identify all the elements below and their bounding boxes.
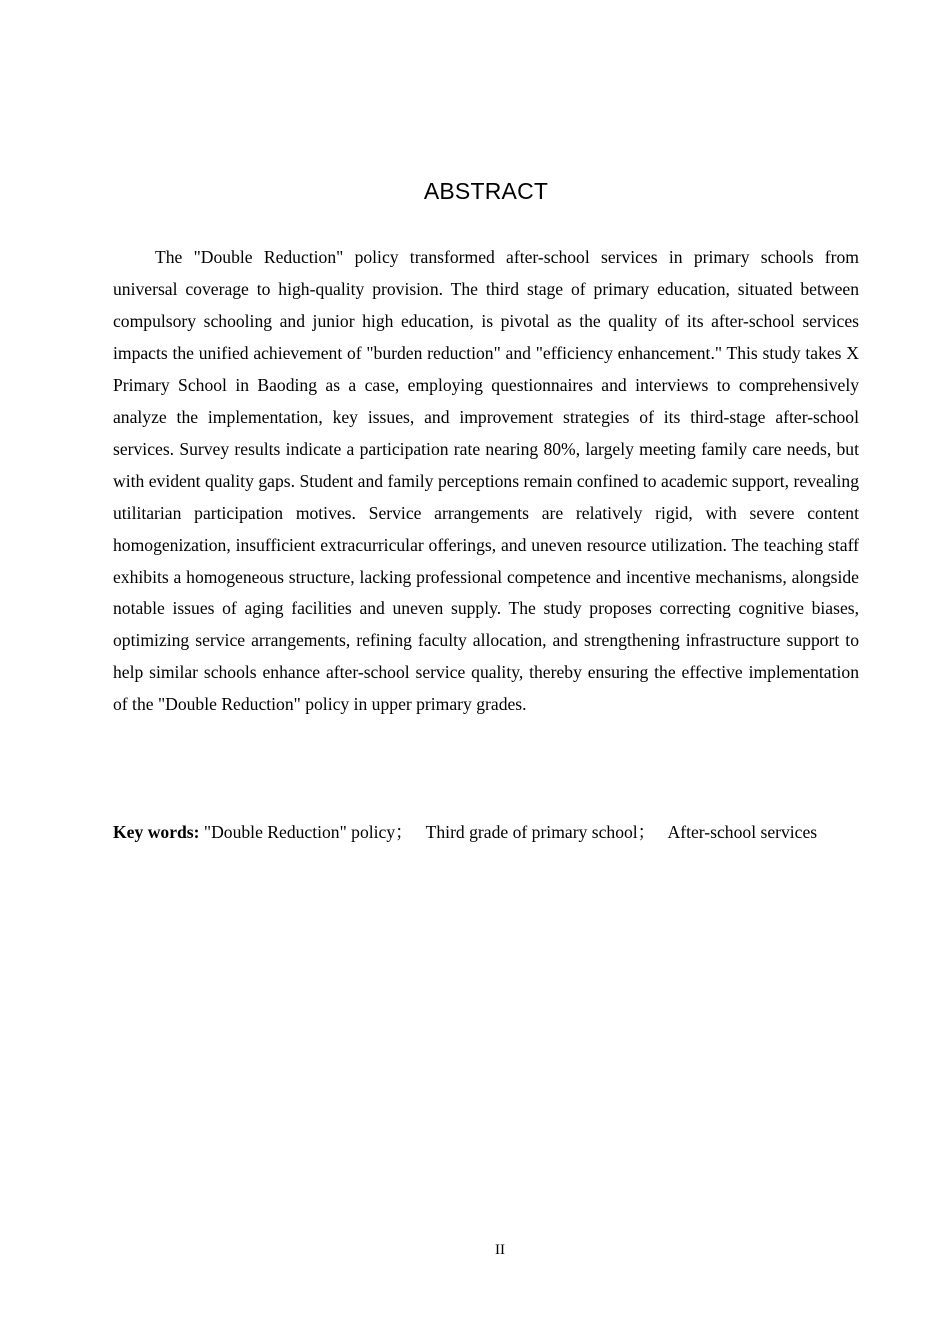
keyword-item: After-school services [667,822,818,842]
abstract-title: ABSTRACT [423,178,549,204]
keyword-item: "Double Reduction" policy； [203,822,413,842]
abstract-body: The "Double Reduction" policy transformed after-school services in primary schools from universal coverage to high-quality provision. The third stage of primary education, situated between compulsory schooling and junior high education, is pivotal as the quality of its after-school services impacts the unified achievement of "burden reduction" and "efficiency enhancement." This study takes X Primary School in Baoding as a case, employing questionnaires and interviews to comprehensively analyze the implementation, key issues, and improvement strategies of its third-stage after-school services. Survey results indicate a participation rate nearing 80%, largely meeting family care needs, but with evident quality gaps. Student and family perceptions remain confined to academic support, revealing utilitarian participation motives. Service arrangements are relatively rigid, with severe content homogenization, insufficient extracurricular offerings, and uneven resource utilization. The teaching staff exhibits a homogeneous structure, lacking professional competence and incentive mechanisms, alongside notable issues of aging facilities and uneven supply. The study proposes correcting cognitive biases, optimizing service arrangements, refining faculty allocation, and strengthening infrastructure support to help similar schools enhance after-school service quality, thereby ensuring the effective implementation of the "Double Reduction" policy in upper primary grades. [113,247,859,715]
keywords-label: Key words: [113,822,200,842]
keywords-line [113,817,859,849]
page-number: II [495,1242,505,1258]
keyword-item: Third grade of primary school； [425,822,656,842]
